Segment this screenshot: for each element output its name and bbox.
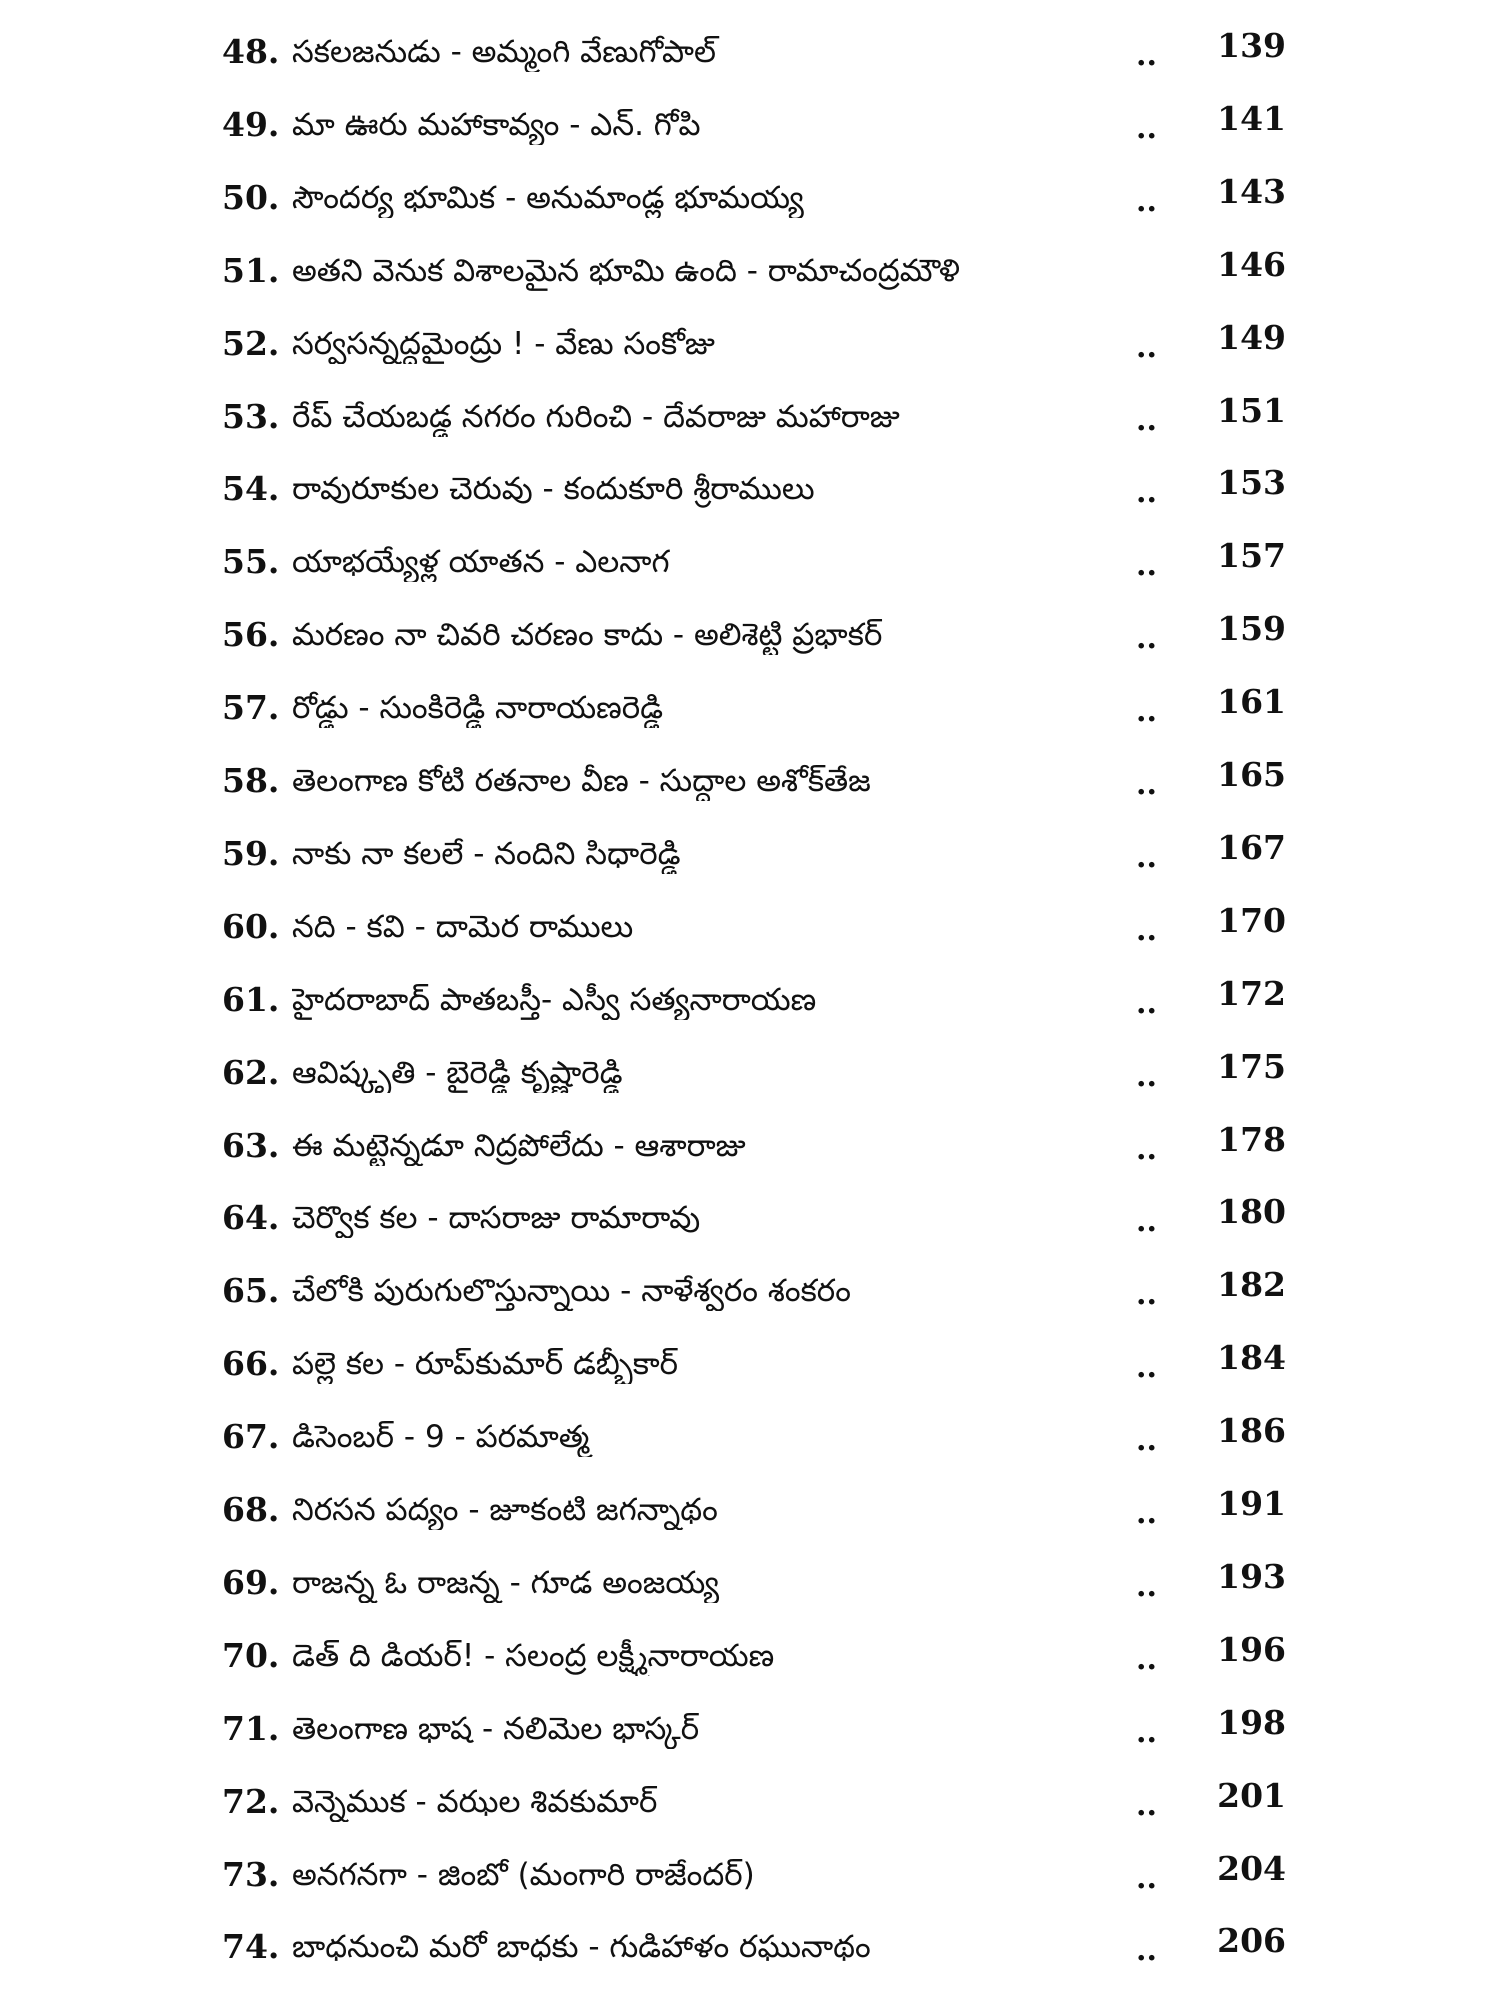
entry-title: సకలజనుడు - అమ్మంగి వేణుగోపాల్	[292, 34, 716, 70]
entry-number: 59.	[222, 833, 280, 873]
entry-number: 61.	[222, 979, 280, 1019]
entry-page-number: 153	[1217, 463, 1286, 503]
toc-entry	[0, 1917, 1500, 1977]
entry-number: 53.	[222, 396, 280, 436]
toc-entry	[0, 95, 1500, 155]
entry-title: అనగనగా - జింబో (మంగారి రాజేందర్)	[292, 1856, 755, 1893]
entry-title: సర్వసన్నద్ధమైంద్రు ! - వేణు సంకోజు	[292, 325, 715, 362]
entry-page-number: 151	[1217, 390, 1286, 430]
entry-page-number: 143	[1217, 171, 1286, 211]
toc-entry	[0, 459, 1500, 519]
entry-page-number: 167	[1217, 827, 1286, 867]
toc-entry	[0, 168, 1500, 228]
entry-leader: ..	[1136, 402, 1157, 438]
entry-title: నది - కవి - దామెర రాములు	[292, 908, 634, 945]
toc-entry	[0, 1407, 1500, 1467]
toc-entry	[0, 1772, 1500, 1832]
entry-title: తెలంగాణ కోటి రతనాల వీణ - సుద్దాల అశోక్‌తేజ	[292, 763, 871, 799]
entry-leader: ..	[1136, 767, 1157, 802]
toc-entry	[0, 970, 1500, 1030]
entry-number: 70.	[222, 1635, 280, 1675]
entry-leader: ..	[1136, 1058, 1157, 1094]
entry-leader: ..	[1136, 1860, 1157, 1896]
entry-page-number: 182	[1217, 1265, 1286, 1305]
entry-number: 62.	[222, 1052, 280, 1092]
entry-title: అతని వెనుక విశాలమైన భూమి ఉంది - రామాచంద్రమౌళి	[292, 252, 960, 289]
entry-leader: ..	[1136, 1933, 1157, 1969]
entry-page-number: 178	[1217, 1119, 1286, 1159]
toc-entry	[0, 1699, 1500, 1759]
entry-title: ఆవిష్కృతి - బైరెడ్డి కృష్ణారెడ్డి	[292, 1054, 623, 1091]
entry-title: హైదరాబాద్ పాతబస్తీ- ఎస్వీ సత్యనారాయణ	[292, 981, 817, 1018]
entry-title: రావురూకుల చెరువు - కందుకూరి శ్రీరాములు	[292, 471, 815, 508]
entry-number: 49.	[222, 104, 280, 144]
entry-title: మరణం నా చివరి చరణం కాదు - అలిశెట్టి ప్రభాకర్	[292, 617, 883, 654]
toc-entry	[0, 314, 1500, 374]
entry-page-number: 186	[1217, 1411, 1286, 1451]
entry-number: 71.	[222, 1708, 280, 1748]
entry-page-number: 170	[1217, 900, 1286, 940]
entry-page-number: 157	[1217, 536, 1286, 576]
entry-page-number: 141	[1217, 98, 1286, 138]
entry-leader: ..	[1136, 1496, 1157, 1531]
toc-entry	[0, 1334, 1500, 1394]
entry-title: రేప్ చేయబడ్డ నగరం గురించి - దేవరాజు మహారాజు	[292, 398, 900, 435]
entry-number: 51.	[222, 250, 280, 290]
entry-page-number: 146	[1217, 244, 1286, 284]
entry-leader: ..	[1136, 1277, 1157, 1313]
toc-entry	[0, 605, 1500, 665]
entry-leader: ..	[1136, 1641, 1157, 1677]
entry-number: 56.	[222, 615, 280, 655]
entry-title: తెలంగాణ భాష - నలిమెల భాస్కర్	[292, 1710, 700, 1747]
entry-title: నిరసన పద్యం - జూకంటి జగన్నాథం	[292, 1492, 718, 1528]
entry-number: 68.	[222, 1490, 280, 1529]
toc-entry	[0, 387, 1500, 447]
entry-page-number: 161	[1217, 682, 1286, 722]
entry-number: 52.	[222, 323, 280, 363]
entry-title: ఈ మట్టెన్నడూ నిద్రపోలేదు - ఆశారాజు	[292, 1127, 746, 1164]
entry-number: 74.	[222, 1927, 280, 1967]
toc-entry	[0, 1261, 1500, 1321]
entry-leader: ..	[1136, 694, 1157, 730]
entry-number: 63.	[222, 1125, 280, 1165]
toc-entry	[0, 824, 1500, 884]
entry-leader: ..	[1136, 985, 1157, 1021]
entry-page-number: 198	[1217, 1702, 1286, 1742]
entry-title: నాకు నా కలలే - నందిని సిధారెడ్డి	[292, 835, 681, 872]
entry-number: 72.	[222, 1781, 280, 1821]
entry-page-number: 206	[1217, 1921, 1286, 1961]
toc-entry	[0, 1553, 1500, 1613]
entry-title: డెత్ ది డియర్! - సలంద్ర లక్ష్మీనారాయణ	[292, 1637, 775, 1674]
entry-number: 65.	[222, 1271, 280, 1311]
entry-leader: ..	[1136, 839, 1157, 875]
entry-title: పల్లె కల - రూప్‌కుమార్ డబ్బీకార్	[292, 1346, 678, 1383]
entry-title: డిసెంబర్ - 9 - పరమాత్మ	[292, 1419, 590, 1456]
entry-title: బాధనుంచి మరో బాధకు - గుడిహాళం రఘునాథం	[292, 1929, 871, 1966]
entry-page-number: 196	[1217, 1629, 1286, 1669]
toc-entry	[0, 751, 1500, 811]
entry-page-number: 175	[1217, 1046, 1286, 1086]
entry-leader: ..	[1136, 1204, 1157, 1240]
entry-leader: ..	[1136, 912, 1157, 948]
toc-entry	[0, 1845, 1500, 1905]
entry-title: రోడ్డు - సుంకిరెడ్డి నారాయణరెడ్డి	[292, 690, 664, 727]
toc-entry	[0, 678, 1500, 738]
toc-entry	[0, 22, 1500, 82]
entry-leader: ..	[1136, 1131, 1157, 1167]
entry-page-number: 139	[1217, 26, 1286, 65]
entry-page-number: 172	[1217, 973, 1286, 1013]
toc-entry	[0, 1116, 1500, 1176]
toc-entry	[0, 532, 1500, 592]
entry-title: సౌందర్య భూమిక - అనుమాండ్ల భూమయ్య	[292, 179, 804, 216]
entry-page-number: 184	[1217, 1338, 1286, 1378]
toc-entry	[0, 241, 1500, 301]
entry-page-number: 201	[1217, 1775, 1286, 1815]
entry-leader: ..	[1136, 1350, 1157, 1386]
toc-entry	[0, 1188, 1500, 1248]
entry-number: 69.	[222, 1562, 280, 1602]
entry-leader: ..	[1136, 475, 1157, 511]
entry-title: రాజన్న ఓ రాజన్న - గూడ అంజయ్య	[292, 1564, 720, 1601]
entry-title: చెర్వొక కల - దాసరాజు రామారావు	[292, 1200, 701, 1237]
entry-leader: ..	[1136, 1568, 1157, 1604]
entry-page-number: 204	[1217, 1848, 1286, 1888]
entry-leader: ..	[1136, 1423, 1157, 1459]
entry-number: 66.	[222, 1344, 280, 1384]
entry-title: మా ఊరు మహాకావ్యం - ఎన్. గోపి	[292, 106, 701, 143]
entry-leader: ..	[1136, 183, 1157, 219]
entry-leader: ..	[1136, 1714, 1157, 1750]
entry-number: 57.	[222, 688, 280, 728]
entry-number: 60.	[222, 906, 280, 946]
toc-entry	[0, 1626, 1500, 1686]
entry-title: యాభయ్యేళ్ల యాతన - ఎలనాగ	[292, 544, 670, 581]
entry-number: 58.	[222, 761, 280, 800]
entry-leader: ..	[1136, 38, 1157, 73]
entry-leader: ..	[1136, 548, 1157, 584]
toc-entry	[0, 1043, 1500, 1103]
entry-page-number: 193	[1217, 1556, 1286, 1596]
entry-page-number: 159	[1217, 609, 1286, 649]
entry-leader: ..	[1136, 110, 1157, 146]
entry-number: 48.	[222, 32, 280, 71]
entry-title: చేలోకి పురుగులొస్తున్నాయి - నాళేశ్వరం శంకరం	[292, 1273, 851, 1310]
entry-number: 55.	[222, 542, 280, 582]
entry-page-number: 180	[1217, 1192, 1286, 1232]
entry-page-number: 149	[1217, 317, 1286, 357]
toc-entry	[0, 897, 1500, 957]
entry-number: 54.	[222, 469, 280, 509]
entry-leader: ..	[1136, 621, 1157, 657]
entry-leader: ..	[1136, 329, 1157, 365]
toc-entry	[0, 1480, 1500, 1540]
entry-number: 67.	[222, 1417, 280, 1457]
entry-number: 73.	[222, 1854, 280, 1894]
entry-title: వెన్నెముక - వఝల శివకుమార్	[292, 1783, 658, 1820]
entry-leader: ..	[1136, 1787, 1157, 1823]
entry-number: 50.	[222, 177, 280, 217]
entry-page-number: 191	[1217, 1484, 1286, 1523]
entry-number: 64.	[222, 1198, 280, 1238]
entry-page-number: 165	[1217, 755, 1286, 794]
